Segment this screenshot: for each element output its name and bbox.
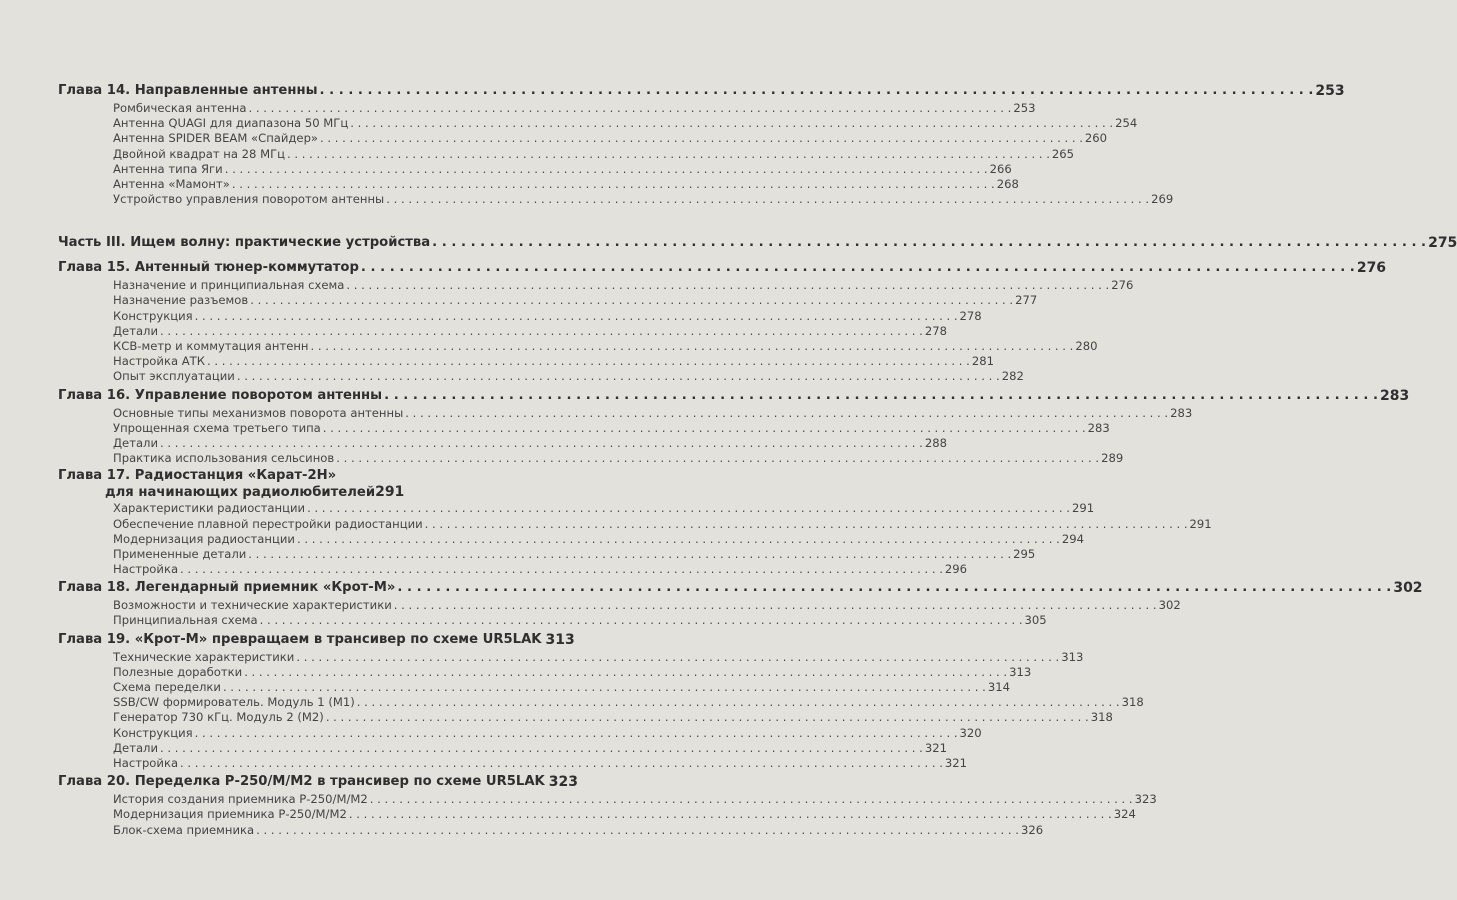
toc-entry-title: Глава 19. «Крот-М» превращаем в трансивер по схеме UR5LAK: [58, 631, 542, 647]
toc-section: [58, 339, 1098, 354]
toc-entry-page: 313: [545, 631, 575, 648]
toc-chapter: [58, 258, 1387, 278]
dot-leader: [394, 598, 1157, 613]
toc-section: [58, 695, 1144, 710]
dot-leader: [384, 386, 1378, 406]
toc-entry-page: 314: [987, 680, 1010, 695]
dot-leader: [326, 710, 1089, 725]
toc-section: [58, 710, 1113, 725]
toc-entry-title: Антенна «Мамонт»: [113, 176, 230, 191]
toc-entry-page: 289: [1101, 451, 1124, 466]
toc-entry-page: 253: [1315, 83, 1345, 99]
dot-leader: [244, 665, 1007, 680]
toc-entry-page: 254: [1115, 116, 1138, 131]
toc-entry-page: 295: [1013, 546, 1036, 561]
toc-entry-title: Генератор 730 кГц. Модуль 2 (М2): [113, 710, 324, 725]
toc-entry-title: Глава 16. Управление поворотом антенны: [58, 387, 383, 403]
dot-leader: [320, 131, 1083, 146]
toc-section: [58, 807, 1136, 822]
toc-entry-title: Настройка: [113, 755, 179, 770]
toc-entry-title: Основные типы механизмов поворота антенны: [113, 405, 404, 420]
toc-entry-title: Назначение и принципиальная схема: [113, 278, 345, 293]
dot-leader: [349, 807, 1112, 822]
toc-section: [58, 546, 1036, 562]
toc-entry-page: 275: [1428, 235, 1457, 252]
toc-section: [58, 598, 1181, 613]
toc-entry-page: 294: [1061, 531, 1084, 546]
toc-entry-title: Практика использования сельсинов: [113, 451, 335, 466]
toc-entry-page: 283: [1170, 405, 1193, 420]
toc-entry-page: 302: [1393, 580, 1423, 597]
dot-leader: [237, 369, 1000, 384]
toc-section: [58, 451, 1124, 466]
toc-entry-title: Глава 18. Легендарный приемник «Крот-М»: [58, 580, 396, 596]
dot-leader: [320, 81, 1314, 101]
dot-leader: [180, 562, 943, 577]
toc-section: [58, 146, 1075, 162]
toc-section: [58, 435, 948, 451]
toc-entry-title: Модернизация приемника Р-250/М/М2: [113, 807, 347, 822]
dot-leader: [232, 177, 995, 192]
toc-chapter-line: [58, 484, 563, 501]
toc-entry-title: Глава 14. Направленные антенны: [58, 83, 318, 98]
toc-entry-title: Полезные доработки: [113, 664, 243, 679]
toc-entry-page: 321: [944, 755, 968, 770]
toc-section: [58, 755, 968, 771]
dot-leader: [207, 354, 970, 369]
toc-entry-title: КСВ-метр и коммутация антенн: [113, 339, 309, 354]
dot-leader: [287, 147, 1050, 162]
toc-entry-title: Упрощенная схема третьего типа: [113, 420, 321, 435]
dot-leader: [425, 517, 1188, 532]
toc-entry-title: SSB/CW формирователь. Модуль 1 (М1): [113, 695, 355, 710]
toc-entry-title: Характеристики радиостанции: [113, 501, 306, 516]
toc-entry-title: Принципиальная схема: [113, 613, 258, 628]
toc-entry-title: Опыт эксплуатации: [113, 369, 235, 384]
toc-entry-page: 265: [1051, 146, 1075, 161]
dot-leader: [248, 101, 1011, 116]
toc-section: [58, 369, 1024, 384]
toc-entry-page: 291: [375, 484, 405, 501]
dot-leader: [405, 406, 1168, 421]
toc-entry-page: 326: [1021, 822, 1044, 837]
toc-section: [58, 405, 1193, 421]
dot-leader: [346, 278, 1109, 293]
toc-entry-page: 291: [1071, 501, 1095, 516]
toc-entry-title: Антенна типа Яги: [113, 161, 223, 176]
toc-chapter-line: [58, 467, 563, 484]
toc-chapter: [58, 467, 563, 501]
toc-entry-title: Возможности и технические характеристики: [113, 598, 392, 613]
dot-leader: [160, 741, 923, 756]
dot-leader: [336, 451, 1099, 466]
toc-entry-page: 318: [1121, 695, 1144, 710]
toc-section: [58, 501, 1095, 516]
toc-entry-title: Двойной квадрат на 28 МГц: [113, 146, 286, 161]
toc-entry-page: 313: [1061, 649, 1084, 664]
toc-entry-page: 282: [1001, 369, 1024, 384]
dot-leader: [248, 547, 1011, 562]
toc-entry-title: Глава 20. Переделка Р-250/М/М2 в трансивер по схеме UR5LAK: [58, 774, 545, 790]
dot-leader: [350, 116, 1113, 131]
dot-leader: [296, 650, 1059, 665]
toc-section: [58, 293, 1038, 309]
toc-entry-title: для начинающих радиолюбителей: [105, 485, 376, 501]
toc-section: [58, 531, 1084, 547]
dot-leader: [223, 680, 986, 695]
toc-entry-page: 253: [1013, 100, 1036, 115]
toc-entry-title: Схема переделки: [113, 680, 221, 695]
toc-entry-page: 278: [959, 308, 982, 323]
toc-entry-page: 276: [1356, 260, 1387, 277]
toc-section: [58, 649, 1084, 665]
toc-entry-page: 313: [1009, 664, 1032, 679]
toc-entry-title: Модернизация радиостанции: [113, 531, 295, 546]
toc-chapter: [58, 386, 1410, 406]
toc-section: [58, 131, 1108, 146]
toc-entry-title: Технические характеристики: [113, 649, 295, 664]
toc-entry-title: Обеспечение плавной перестройки радиостанции: [113, 516, 423, 531]
toc-entry-title: Антенна SPIDER BEAM «Спайдер»: [113, 131, 319, 146]
toc-section: [58, 562, 968, 577]
dot-leader: [195, 726, 958, 741]
toc-section: [58, 516, 1212, 532]
toc-entry-page: 320: [959, 725, 982, 740]
toc-entry-title: Настройка АТК: [113, 354, 205, 369]
toc-entry-title: Примененные детали: [113, 546, 247, 561]
toc-entry-page: 283: [1087, 420, 1110, 435]
toc-section: [58, 192, 1174, 207]
dot-leader: [260, 613, 1023, 628]
toc-entry-page: 269: [1151, 192, 1174, 207]
toc-entry-title: Блок-схема приемника: [113, 822, 255, 837]
toc-entry-title: Конструкция: [113, 308, 193, 323]
toc-section: [58, 308, 982, 324]
dot-leader: [357, 695, 1120, 710]
toc-entry-title: Антенна QUAGI для диапазона 50 МГц: [113, 116, 349, 131]
dot-leader: [361, 258, 1355, 278]
toc-entry-page: 281: [971, 354, 994, 369]
toc-section: [58, 116, 1138, 131]
toc-entry-title: Назначение разъемов: [113, 293, 249, 308]
toc-entry-page: 324: [1113, 807, 1136, 822]
dot-leader: [386, 192, 1149, 207]
toc-section: [58, 664, 1032, 680]
toc-section: [58, 278, 1134, 293]
toc-entry-page: 302: [1158, 598, 1181, 613]
toc-entry-title: Детали: [113, 435, 158, 450]
toc-section: [58, 354, 994, 369]
toc-part: [58, 233, 1457, 253]
toc-chapter: [58, 81, 1345, 101]
toc-section: [58, 420, 1110, 436]
dot-leader: [311, 339, 1074, 354]
toc-entry-title: Конструкция: [113, 725, 193, 740]
dot-leader: [370, 792, 1133, 807]
toc-entry-page: 291: [1189, 516, 1212, 531]
toc-entry-page: 280: [1075, 339, 1098, 354]
toc-section: [58, 792, 1157, 807]
dot-leader: [225, 162, 988, 177]
toc-entry-title: Глава 17. Радиостанция «Карат-2Н»: [58, 468, 337, 484]
toc-entry-title: Детали: [113, 740, 158, 755]
toc-entry-page: 268: [996, 176, 1019, 191]
dot-leader: [195, 309, 958, 324]
toc-entry-page: 323: [1134, 792, 1157, 807]
toc-chapter: [58, 578, 1423, 598]
dot-leader: [397, 578, 1391, 598]
toc-section: [58, 725, 982, 741]
toc-entry-page: 323: [548, 774, 578, 791]
toc-entry-title: Настройка: [113, 562, 179, 577]
toc-chapter: [58, 772, 578, 792]
dot-leader: [160, 436, 923, 451]
toc-entry-page: 288: [924, 435, 948, 450]
toc-section: [58, 176, 1019, 192]
toc-entry-title: История создания приемника Р-250/М/М2: [113, 792, 368, 807]
toc-entry-page: 276: [1111, 278, 1134, 293]
dot-leader: [180, 756, 943, 771]
dot-leader: [323, 421, 1086, 436]
toc-section: [58, 100, 1036, 116]
toc-section: [58, 161, 1012, 177]
toc-entry-page: 296: [944, 562, 968, 577]
toc-entry-page: 318: [1090, 710, 1113, 725]
dot-leader: [307, 501, 1070, 516]
toc-entry-title: Часть III. Ищем волну: практические устройства: [58, 235, 431, 251]
toc-entry-title: Ромбическая антенна: [113, 100, 247, 115]
toc-entry-page: 278: [924, 323, 948, 338]
toc-entry-title: Глава 15. Антенный тюнер-коммутатор: [58, 260, 359, 276]
dot-leader: [432, 233, 1426, 253]
toc-section: [58, 740, 948, 756]
toc-chapter: [58, 630, 575, 650]
dot-leader: [160, 324, 923, 339]
toc-entry-title: Детали: [113, 323, 158, 338]
toc-entry-page: 305: [1024, 613, 1047, 628]
toc-entry-page: 277: [1015, 293, 1038, 308]
toc-entry-page: 283: [1380, 387, 1410, 404]
dot-leader: [297, 532, 1060, 547]
dot-leader: [250, 293, 1013, 308]
toc-section: [58, 613, 1047, 629]
toc-section: [58, 822, 1044, 838]
toc-entry-page: 260: [1084, 131, 1108, 146]
table-of-contents: [58, 80, 1457, 838]
toc-entry-title: Устройство управления поворотом антенны: [113, 192, 385, 207]
dot-leader: [256, 823, 1019, 838]
toc-section: [58, 680, 1010, 695]
toc-entry-page: 266: [989, 161, 1012, 176]
toc-entry-page: 321: [924, 740, 948, 755]
toc-section: [58, 323, 948, 339]
